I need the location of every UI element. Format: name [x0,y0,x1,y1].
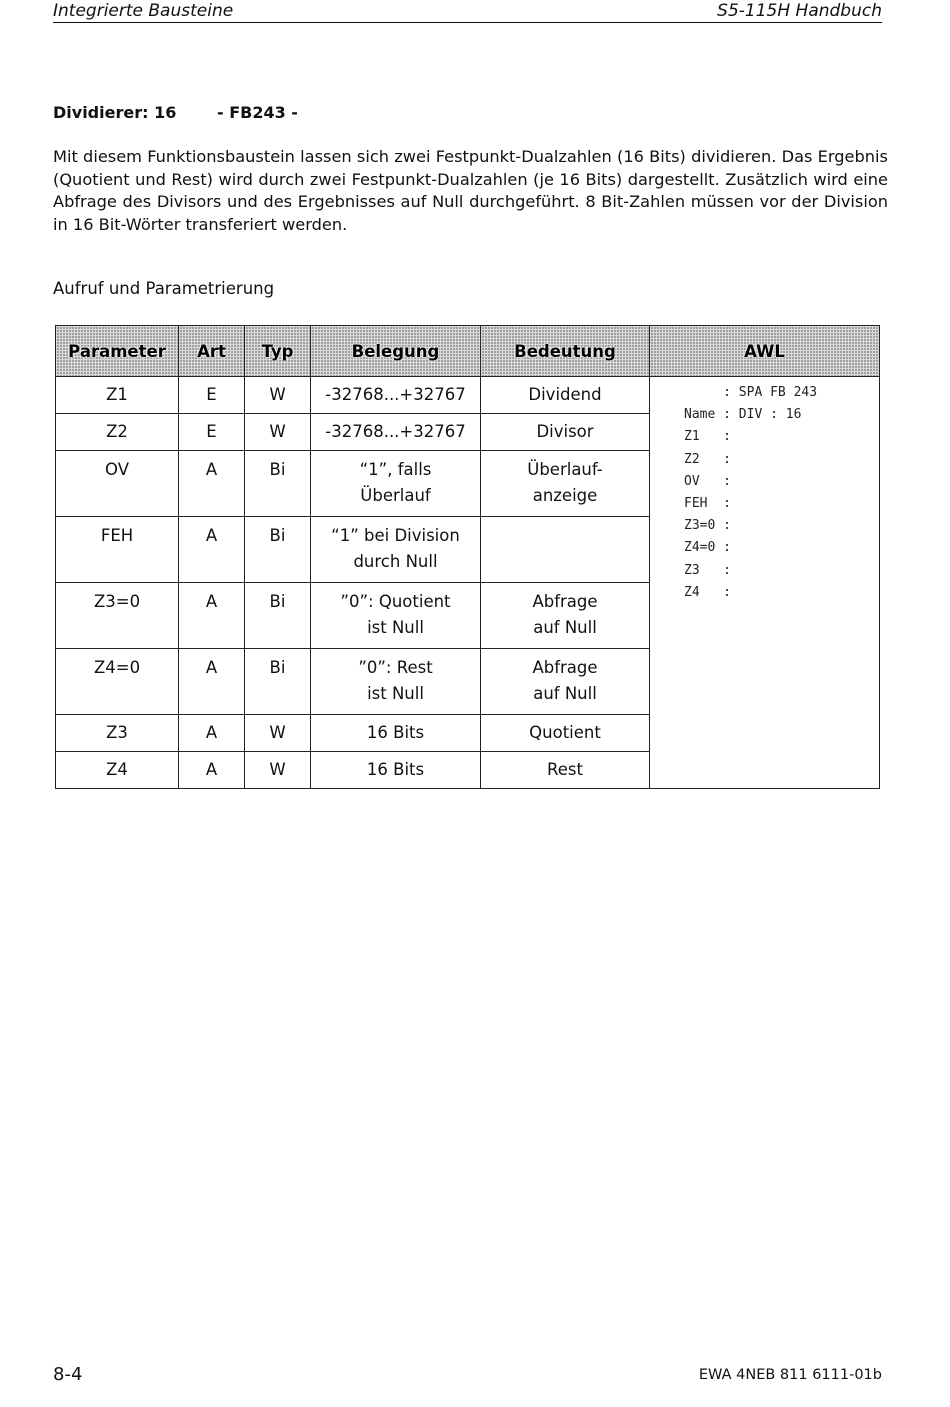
cell-art: E [179,414,245,451]
cell-typ: W [245,715,311,752]
awl-code-cell [650,377,880,789]
cell-bedeutung: Divisor [481,414,650,451]
cell-line: Abfrage [532,592,598,611]
cell-line: Überlauf [360,486,431,505]
cell-belegung: -32768...+32767 [311,377,481,414]
header-parameter: Parameter [56,326,179,377]
cell-line: ”0”: Rest [358,658,433,677]
awl-line: OV : [684,473,731,489]
cell-param: FEH [56,517,179,583]
cell-typ: W [245,414,311,451]
section-title-text: Dividierer: 16 [53,103,177,122]
cell-art: E [179,377,245,414]
awl-line: Z4=0 : [684,540,731,556]
cell-typ: Bi [245,451,311,517]
cell-belegung [311,649,481,715]
header-belegung: Belegung [311,326,481,377]
document-id: EWA 4NEB 811 6111-01b [698,1367,882,1383]
cell-line: Überlauf- [527,460,603,479]
cell-art: A [179,583,245,649]
cell-line: ist Null [367,684,424,703]
cell-art: A [179,451,245,517]
awl-line: Z1 : [684,429,731,445]
cell-bedeutung [481,451,650,517]
cell-belegung [311,517,481,583]
cell-param: Z3=0 [56,583,179,649]
parameter-table-wrapper [55,325,880,789]
header-bedeutung: Bedeutung [481,326,650,377]
cell-line: “1”, falls [359,460,432,479]
header-awl: AWL [650,326,880,377]
cell-param: Z3 [56,715,179,752]
page-number: 8-4 [53,1364,83,1385]
parameter-table [55,325,880,789]
cell-bedeutung: Quotient [481,715,650,752]
page-header [53,0,882,24]
awl-line: Z3=0 : [684,518,731,534]
awl-line: FEH : [684,496,731,512]
cell-bedeutung: Dividend [481,377,650,414]
subheading: Aufruf und Parametrierung [53,279,275,298]
section-title [53,103,298,122]
header-left-title: Integrierte Bausteine [53,1,237,21]
awl-line: Z2 : [684,451,731,467]
cell-belegung [311,583,481,649]
cell-typ: Bi [245,583,311,649]
cell-line: Abfrage [532,658,598,677]
table-row [56,377,880,414]
cell-bedeutung [481,649,650,715]
cell-param: Z1 [56,377,179,414]
header-art: Art [179,326,245,377]
cell-line: anzeige [532,486,598,505]
cell-art: A [179,517,245,583]
header-rule [53,22,882,23]
cell-param: Z4 [56,752,179,789]
cell-line: durch Null [353,552,438,571]
cell-typ: W [245,752,311,789]
cell-param: OV [56,451,179,517]
intro-paragraph: Mit diesem Funktionsbaustein lassen sich zwei Festpunkt-Dualzahlen (16 Bits) dividieren. Das Ergebnis (Quotient und Rest) wird durch zwei Festpunkt-Dualzahlen (je 16 Bits) dargestellt. Zusätzlich wird eine Abfrage des Divisors und des Ergebnisses auf Null durchgeführt. 8 Bit-Zahlen müssen vor der Division in 16 Bit-Wörter transferiert werden. [53,147,888,234]
cell-line: “1” bei Division [331,526,460,545]
cell-art: A [179,649,245,715]
cell-line: ist Null [367,618,424,637]
cell-typ: Bi [245,517,311,583]
cell-line: ”0”: Quotient [340,592,451,611]
cell-belegung: 16 Bits [311,752,481,789]
cell-bedeutung [481,517,650,583]
cell-typ: W [245,377,311,414]
cell-typ: Bi [245,649,311,715]
header-typ: Typ [245,326,311,377]
section-code: - FB243 - [217,103,298,122]
table-header-row [56,326,880,377]
cell-art: A [179,752,245,789]
awl-line: Z3 : [684,562,731,578]
cell-belegung: -32768...+32767 [311,414,481,451]
cell-bedeutung: Rest [481,752,650,789]
cell-belegung [311,451,481,517]
cell-bedeutung [481,583,650,649]
cell-param: Z2 [56,414,179,451]
awl-line: Name : DIV : 16 [684,407,802,423]
cell-art: A [179,715,245,752]
cell-belegung: 16 Bits [311,715,481,752]
cell-line: auf Null [533,618,597,637]
awl-line: : SPA FB 243 [684,385,818,400]
header-right-title: S5-115H Handbuch [713,1,882,21]
cell-param: Z4=0 [56,649,179,715]
cell-line: auf Null [533,684,597,703]
awl-line: Z4 : [684,584,731,600]
